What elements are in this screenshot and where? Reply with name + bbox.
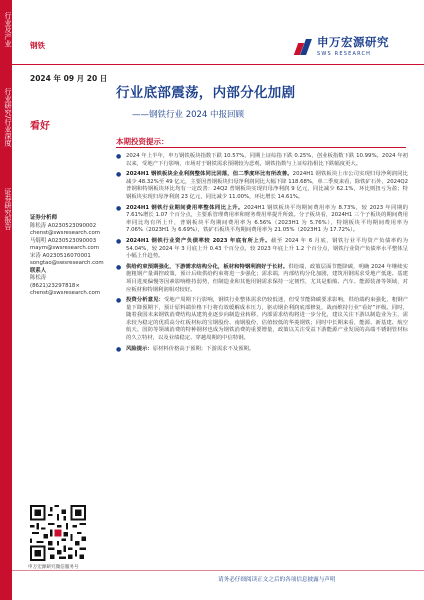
list-item: ● 2024H1 钢铁板块企业利润整体同比回落，但二季度环比有所改善。2024H1 钢铁板块上市公司实现归母净利润同比减少 48.32%至 49 亿元，主要因普钢板块归母净利润同比大幅下降 118.68%，单二季度来看，除铁矿石外，2024Q2 普钢和特钢板块环比均有一定改善：24Q2 普钢板块实现归母净利润 9 亿元，同比减少 62.1%，环比则扭亏为盈；特钢板块实现归母净利润 23 亿元，同比减少 11.00%，环比增长 14.61%。 <box>116 171 409 200</box>
footer-divider <box>12 570 424 571</box>
report-title: 行业底部震荡，内部分化加剧 <box>116 85 296 101</box>
section-title: 本期投资提示： <box>116 137 169 146</box>
bullet-icon: ● <box>116 153 122 160</box>
sidebar-label-report-type: 行业研究/行业深度 <box>4 88 12 147</box>
analyst-line: 宋涛 A0230516070001 <box>30 252 91 259</box>
list-item: ● 2024 年上半年，申万钢铁板块指数下跌 10.57%，同期上证综指下跌 0.25%，创业板指数下跌 10.99%。2024 年初以来，受地产下行影响，市场对于钢铁需求预期较为悲观，钢铁指数与上证综指相比下跌幅度更大。 <box>116 153 408 167</box>
sidebar-label-research: 证券研究报告 <box>4 188 12 230</box>
list-item: ● 2024H1 钢铁行业期间费用率整体同比上升。2024H1 钢铁板块平均期间费用率为 8.73%，较 2023 年同期的 7.61%增长 1.07 个百分点，主要系管理费用率和财务费用率提升所致。分子板块看，2024H1 三个子板块的期间费用率同比均有所上升，普钢板块平均期间费用率为 6.56%（2023H1 为 5.76%），特钢板块平均期间费用率为 7.06%（2023H1 为 6.69%），铁矿石板块平均期间费用率为 21.05%（2023H1 为 17.72%）。 <box>116 204 408 234</box>
header-divider <box>12 64 424 65</box>
analyst-line: 陈松涛 A0230523090002 <box>30 222 97 229</box>
logo-english-name: SWS RESEARCH <box>317 51 372 57</box>
company-logo <box>296 34 389 57</box>
report-subtitle: ——钢铁行业 2024 中报回顾 <box>132 110 245 120</box>
list-item: ● 投资分析意见：受地产周期下行影响，钢铁行业整体需求仍较低迷，但受节能降碳要求影响，供给端约束强化，粗钢产量下降预期下，预计原料端价格下行将有效缓解成本压力，驱动钢企利润底部修复，战而维持行业“看好”评级。同时，随着我国未来钢铁消费结构从建筑业逐步向制造业转移，内部需求结构将进一步分化，建议关注下游以制造业为主，需求较为稳定的优质高分红板材标的宝钢股份、南钢股份，估值较低的华菱钢铁；同时中长期来看，能源、新基建、航空航天、国防等领域消费的特种钢材也成为钢铁消费的重要增量，政策以关注受益下游能源产业发展的高端不锈钢管材标的久立特材，以及业绩稳定、穿越周期的中信特钢。 <box>116 297 409 342</box>
disclaimer-footer: 请务必仔细阅读正文之后的各项信息披露与声明 <box>218 577 336 583</box>
analyst-header: 证券分析师 <box>30 215 57 221</box>
logo-chinese-name: 申万宏源研究 <box>317 35 389 49</box>
analyst-line: 马焜明 A0230523090003 <box>30 237 97 244</box>
analyst-line[interactable]: chenst@swsresearch.com <box>30 230 100 236</box>
section-divider <box>116 147 406 148</box>
sidebar-label-category: 行业及产业 <box>4 12 12 47</box>
investment-points <box>116 153 408 356</box>
bullet-icon: ● <box>116 204 122 212</box>
analyst-line[interactable]: songtao@swsresearch.com <box>30 260 104 266</box>
bullet-icon: ● <box>116 237 122 245</box>
contact-line: (8621)23297818× <box>30 282 80 289</box>
rating-badge: 看好 <box>30 121 50 132</box>
industry-tag: 钢铁 <box>30 41 45 50</box>
contact-header: 联系人 <box>30 267 47 274</box>
report-date: 2024 年 09 月 20 日 <box>30 74 108 83</box>
bullet-icon: ● <box>116 345 122 353</box>
contact-line[interactable]: chenst@swsresearch.com <box>30 290 100 296</box>
list-item: ● 供给约束预期强化，下游需求结构分化，板材和特钢利润好于长材。供给端，政策层面节能降碳，明确 2024 年继续实施粗钢产量调控政策，预计后续供给约束将进一步强化；需求端，内部结构分化加剧，建筑用钢需求受地产低迷、基建项目进度偏慢等因素影响维持弱势，但制造业和其他用钢需求保持一定韧性，尤其是船舶、汽车、能源装备等领域，对应板材和特钢利润相对较好。 <box>116 263 409 293</box>
qr-code-icon <box>30 505 86 561</box>
bullet-icon: ● <box>116 297 122 305</box>
logo-mark-icon <box>296 37 314 55</box>
bullet-icon: ● <box>116 171 122 179</box>
list-item: ● 风险提示：原材料价格高于预期；下游需求不及预期。 <box>116 345 255 353</box>
bullet-icon: ● <box>116 263 122 271</box>
qr-caption: 申万宏源研究微信服务号 <box>28 565 79 570</box>
analyst-line[interactable]: maym@swsresearch.com <box>30 245 99 251</box>
list-item: ● 2024H1 钢铁行业资产负债率较 2023 年底有所上升。截至 2024 年 6 月底，钢铁行业平均资产负债率约为 54.04%，较 2024 年 3 月底上升 0.43 个百分点，较 2023 年底上升 1.2 个百分点，钢铁行业资产负债率水平整体呈小幅上升趋势。 <box>116 237 408 260</box>
contact-line: 陈松涛 <box>30 275 47 281</box>
analyst-block <box>30 215 110 298</box>
